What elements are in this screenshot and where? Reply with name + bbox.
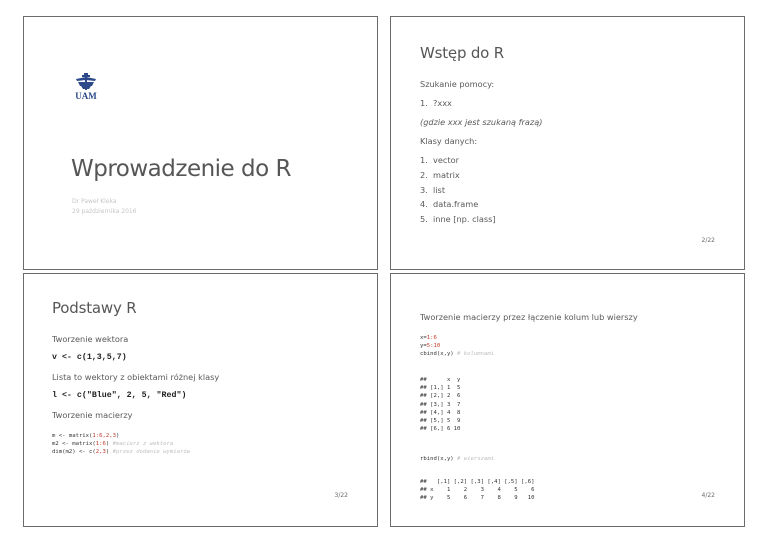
help-list bbox=[420, 98, 452, 113]
list-item: 5. inne [np. class] bbox=[420, 214, 496, 225]
page-number: 2/22 bbox=[701, 237, 715, 244]
page-number: 4/22 bbox=[701, 492, 715, 499]
vector-heading: Tworzenie wektora bbox=[52, 334, 129, 344]
slide-basics[interactable] bbox=[23, 273, 378, 527]
list-item: 1. vector bbox=[420, 155, 459, 165]
page-number: 3/22 bbox=[334, 492, 348, 499]
code-line: cbind(x,y) # kolumnami bbox=[420, 351, 495, 358]
list-item: 1. ?xxx bbox=[420, 98, 452, 108]
code-line: dim(m2) <- c(2,3) #przez dodanie wymiarów bbox=[52, 449, 191, 456]
slide-title[interactable] bbox=[23, 16, 378, 270]
classes-heading: Klasy danych: bbox=[420, 136, 478, 146]
code-line: m <- matrix(1:6,2,3) bbox=[52, 433, 120, 439]
matrix-heading: Tworzenie macierzy bbox=[52, 410, 133, 420]
slide-intro[interactable] bbox=[390, 16, 745, 270]
classes-list bbox=[420, 155, 496, 229]
list-item: 3. list bbox=[420, 184, 446, 195]
author: Dr Paweł Kleka bbox=[72, 198, 117, 205]
matrix-code-block bbox=[52, 432, 190, 457]
list-heading: Lista to wektory z obiektami różnej klasy bbox=[52, 372, 220, 382]
bind-code-block bbox=[420, 334, 494, 359]
code-line: x=1:6 bbox=[420, 335, 437, 341]
presentation-title: Wprowadzenie do R bbox=[71, 156, 291, 182]
list-code: l <- c("Blue", 2, 5, "Red") bbox=[52, 391, 187, 400]
slide-bind[interactable] bbox=[390, 273, 745, 527]
slide-heading: Podstawy R bbox=[52, 299, 137, 317]
slide-heading: Wstęp do R bbox=[420, 44, 504, 62]
vector-code: v <- c(1,3,5,7) bbox=[52, 353, 127, 362]
code-line: m2 <- matrix(1:6) #macierz z wektora bbox=[52, 441, 174, 448]
date: 29 października 2016 bbox=[72, 208, 137, 215]
cbind-output: ## x y ## [1,] 1 5 ## [2,] 2 6 ## [3,] 3 7 ## [4,] 4 8 ## [5,] 5 9 ## [6,] 6 10 bbox=[420, 377, 461, 433]
list-item: 4. data.frame bbox=[420, 199, 479, 210]
uam-logo-icon bbox=[73, 72, 99, 102]
help-note: (gdzie xxx jest szukaną frazą) bbox=[420, 117, 543, 127]
help-heading: Szukanie pomocy: bbox=[420, 79, 495, 89]
rbind-code: rbind(x,y) # wierszami bbox=[420, 456, 495, 462]
svg-text:UAM: UAM bbox=[75, 91, 97, 101]
rbind-output: ## [,1] [,2] [,3] [,4] [,5] [,6] ## x 1 2 3 4 5 6 ## y 5 6 7 8 9 10 bbox=[420, 479, 535, 502]
list-item: 2. matrix bbox=[420, 169, 460, 180]
slide-heading: Tworzenie macierzy przez łączenie kolum lub wierszy bbox=[420, 312, 638, 322]
code-line: y=5:10 bbox=[420, 343, 441, 350]
